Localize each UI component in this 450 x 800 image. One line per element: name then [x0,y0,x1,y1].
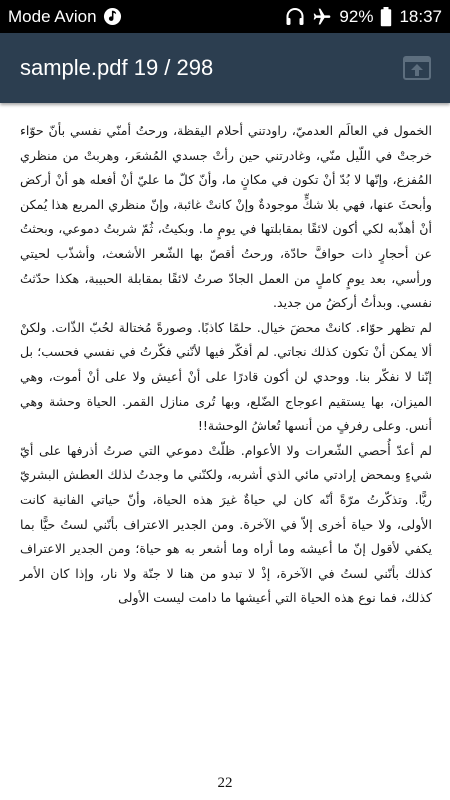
battery-icon [380,7,392,27]
document-title: sample.pdf 19 / 298 [20,55,214,80]
open-in-icon [402,54,432,82]
status-left [8,7,122,27]
page-number: 22 [217,775,233,791]
app-bar [0,33,450,103]
paragraph: لم تظهر حوّاء. كانتْ محضَ خيال. حلمًا كاذبًا. وصورةً مُختالة لحُبّ الذّات. ولكنْ ألا يمكن أنْ تكون كذلك نجاتي. لم أفكّر فيها لأنّني فكّرتُ في نفسي فحسب؛ بل إنّنا لا نفكّر بنا. ووحدي لن أكون قادرًا على أنْ أعيش ولا على أنْ أموت، وهي الميزان، بها يستقيم اعوجاج الضّلع، وبها تُرى منازل القمر. الحياة وحشة وهي أنس. وعلى رفرفٍ من أنسها تُعاشُ الوحشة!! [20,319,432,434]
open-in-button[interactable] [402,53,432,83]
music-icon [103,7,122,26]
paragraph: لم أعدّ أُحصي الشّعرات ولا الأعوام. ظلّتْ دموعي التي صرتُ أذرفها على أيّ شيءٍ وبمحض إرادتي مائي الذي أشربه، ولكنّني ما وجدتُ لذلك العطش البشريّ ريًّا. وتذكّرتُ مرّةً أنّه كان لي حياةٌ غيرَ هذه الحياة، وأنّ حياتي الفانية كانت الأولى، ولا حياة أخرى إلاّ في الآخرة. ومن الجدير الاعتراف بأنّني لستُ حيًّا بما يكفي لأقول إنّ ما أعيشه وما أراه وما أشعر به هو حياة؛ ومن الجدير الاعتراف كذلك بأنّني لستُ في الآخرة، إذْ لا تبدو من هنا لا جنّة ولا نار، وإذا كان الأمر كذلك، فما نوع هذه الحياة التي أعيشها ما دامت ليست الأولى [20,442,432,606]
battery-percent: 92% [339,6,374,26]
mode-label: Mode Avion [8,6,97,26]
paragraph: الخمول في العالَم العدميّ، راودتني أحلام اليقظة، ورحتُ أمنّي نفسي بأنّ حوّاء خرجتْ في اللّيل منّي، وغادرتني حين رأتْ جسدي المُشعَر، وهربتْ من منظري المُفزع، وإنّها لا بُدّ أنْ تكون في مكانٍ ما، وأنّ كلّ ما عليّ أنْ أفعله هو أنْ أركض وأبحثَ عنها، فهي بلا شكٍّ موجودةٌ وإنْ كانتْ غائبة، وإنّ منظري المريع هذا يُمكن أنْ أهذّبه لكي أكون لائقًا بمقابلتها في يومٍ ما. وبكيتُ، ثُمّ شربتُ دموعي، وبحثتُ عن أحجارٍ ذات حوافَّ حادّة، ورحتُ أقصّ بها الشّعر الأشعث، وأشذّب لحيتي ورأسي، بعد يومٍ كاملٍ من العمل الجادّ صرتُ لائقًا بمقابلة الحبيبة، هكذا حدّثتُ نفسي. وبدأتُ أركضُ من جديد. [20,123,432,311]
pdf-page[interactable] [0,103,450,800]
headphones-icon [285,7,305,26]
airplane-icon [312,7,332,27]
status-right [285,7,442,27]
status-bar [0,0,450,33]
page-text [20,119,432,611]
clock: 18:37 [399,6,442,26]
